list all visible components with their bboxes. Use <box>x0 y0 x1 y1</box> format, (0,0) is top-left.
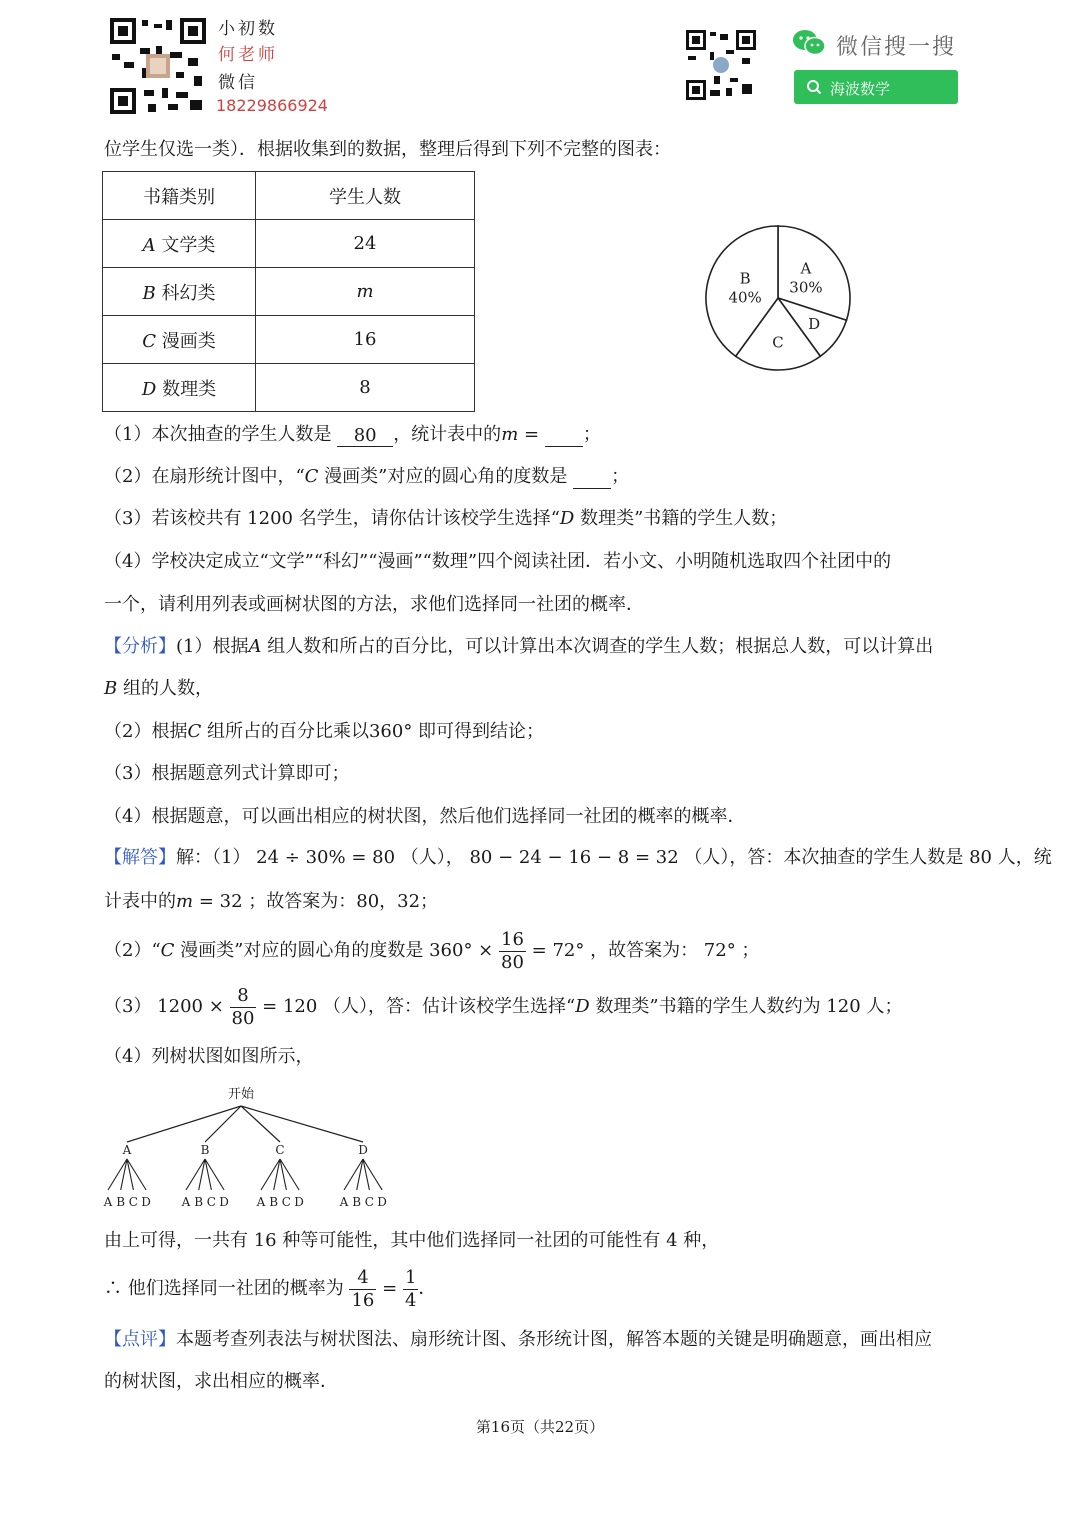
search-icon <box>806 79 822 95</box>
qr-code-icon <box>686 30 756 100</box>
fraction-numerator: 4 <box>349 1267 376 1290</box>
analysis-line1 <box>104 635 933 659</box>
tree-leaf-label: A <box>181 1195 191 1209</box>
table-row <box>103 364 475 412</box>
card-line2: 何老师 <box>218 45 278 65</box>
comment-text: 本题考查列表法与树状图法、扇形统计图、条形统计图，解答本题的关键是明确题意，画出相应 <box>176 1329 932 1350</box>
header-right-card <box>684 26 974 108</box>
tree-branch-line <box>127 1106 241 1142</box>
conclusion-equals: = <box>382 1278 398 1299</box>
question-1 <box>104 423 601 447</box>
comment-line1 <box>104 1328 932 1352</box>
table-cell-category <box>103 220 256 268</box>
page-footer: 第16页（共22页） <box>475 1418 605 1436</box>
tree-leaf-label: D <box>219 1195 229 1209</box>
wechat-search-title: 微信搜一搜 <box>836 35 957 60</box>
analysis-line4: （3）根据题意列式计算即可； <box>104 763 350 784</box>
analysis-tag: 【分析】 <box>104 636 176 657</box>
fraction-numerator: 8 <box>230 985 257 1008</box>
answer-text: 解：（1） 24 ÷ 30% = 80 （人）， 80 − 24 − 16 − 8 = 32 （人），答：本次抽查的学生人数是 80 人，统 <box>176 847 1052 868</box>
conclusion-text: ∴ 他们选择同一社团的概率为 <box>104 1278 344 1299</box>
category-letter: D <box>141 378 157 400</box>
tree-leaf-label: C <box>128 1195 138 1209</box>
q2-text-a: （2）在扇形统计图中，“ <box>104 466 305 487</box>
conclusion-line2 <box>104 1265 436 1313</box>
qr-code-icon <box>110 18 206 114</box>
tree-leaf-label: B <box>352 1195 362 1209</box>
fraction <box>230 985 257 1030</box>
table-cell-count: m <box>256 268 475 316</box>
category-name: 漫画类 <box>161 330 216 352</box>
card-line1: 小初数 <box>218 19 278 39</box>
pie-label-a: A <box>800 259 812 278</box>
fraction-denominator: 16 <box>351 1289 375 1311</box>
tree-leaf-label: C <box>364 1195 374 1209</box>
tree-leaf-label: D <box>141 1195 151 1209</box>
tree-diagram <box>100 1082 400 1216</box>
category-letter: A <box>142 234 156 256</box>
tree-leaf-label: C <box>281 1195 291 1209</box>
answer-text: 漫画类”对应的圆心角的度数是 360° × <box>180 940 494 961</box>
question-3 <box>104 507 787 531</box>
tree-branch-line <box>241 1106 363 1142</box>
category-name: 文学类 <box>161 234 216 256</box>
table-cell-category <box>103 364 256 412</box>
intro-text: 位学生仅选一类）．根据收集到的数据，整理后得到下列不完整的图表： <box>104 139 671 160</box>
answer-text: （2）“ <box>104 940 161 961</box>
table-cell-category <box>103 268 256 316</box>
answer-text: = 120 （人），答：估计该校学生选择“ <box>262 996 576 1017</box>
table-header-cell: 学生人数 <box>256 172 475 220</box>
header-left-card <box>108 14 328 118</box>
q3-text-b: 数理类”书籍的学生人数； <box>580 508 788 529</box>
fraction-denominator: 4 <box>404 1289 417 1311</box>
tree-leaf-label: B <box>194 1195 204 1209</box>
analysis-letter: B <box>104 678 118 699</box>
category-name: 数理类 <box>162 378 217 400</box>
tree-branch-label: B <box>200 1143 210 1157</box>
tree-leaf-label: C <box>206 1195 216 1209</box>
answer-letter: C <box>160 940 175 961</box>
table-row <box>103 316 475 364</box>
card-phone: 18229866924 <box>216 96 328 115</box>
tree-branch-label: C <box>275 1143 285 1157</box>
question-4-line2: 一个，请利用列表或画树状图的方法，求他们选择同一社团的概率． <box>104 594 644 615</box>
q1-answer-blank: 80 <box>337 424 393 447</box>
wechat-search-button[interactable] <box>794 70 958 104</box>
comment-tag: 【点评】 <box>104 1329 176 1350</box>
fraction <box>499 929 526 974</box>
fraction-denominator: 80 <box>501 951 524 973</box>
question-2 <box>104 465 629 489</box>
pie-label-d: D <box>808 315 821 334</box>
table-cell-count: 24 <box>256 220 475 268</box>
answer-letter: D <box>575 996 590 1017</box>
pie-label-c: C <box>772 333 784 352</box>
category-letter: C <box>142 330 157 352</box>
answer-text: （3） 1200 × <box>104 996 224 1017</box>
q2-text-b: 漫画类”对应的圆心角的度数是 <box>324 466 568 487</box>
analysis-text: （2）根据 <box>104 721 188 742</box>
analysis-letter: C <box>187 721 202 742</box>
q1-equals: = <box>524 424 540 445</box>
answer-line1 <box>104 846 1052 870</box>
conclusion-line1: 由上可得，一共有 16 种等可能性，其中他们选择同一社团的可能性有 4 种， <box>104 1230 720 1251</box>
table-header-row <box>103 172 475 220</box>
q1-text-a: （1）本次抽查的学生人数是 <box>104 424 332 445</box>
q1-text-d: ； <box>582 424 601 445</box>
q2-letter-c: C <box>304 466 319 487</box>
analysis-line5: （4）根据题意，可以画出相应的树状图，然后他们选择同一社团的概率的概率． <box>104 806 746 827</box>
q1-text-b: ，统计表中的 <box>393 424 502 445</box>
fraction-numerator: 16 <box>501 928 524 950</box>
table-header-cell: 书籍类别 <box>103 172 256 220</box>
table-cell-count: 16 <box>256 316 475 364</box>
tree-branch-label: A <box>122 1143 132 1157</box>
category-name: 科幻类 <box>161 282 216 304</box>
analysis-letter: A <box>248 636 262 657</box>
tree-leaf-label: D <box>294 1195 304 1209</box>
answer-text: = 72° ，故答案为： 72° ； <box>531 940 760 961</box>
answer-text: 计表中的 <box>104 891 176 912</box>
pie-percent-b: 40% <box>728 288 762 307</box>
fraction <box>349 1267 376 1312</box>
analysis-text: 组的人数， <box>122 678 213 699</box>
card-line3: 微信 <box>218 73 258 93</box>
answer-line5: （4）列树状图如图所示， <box>104 1046 314 1067</box>
tree-leaf-label: A <box>103 1195 113 1209</box>
analysis-text: 组所占的百分比乘以360° 即可得到结论； <box>206 721 545 742</box>
analysis-line3 <box>104 720 544 744</box>
q3-text-a: （3）若该校共有 1200 名学生，请你估计该校学生选择“ <box>104 508 560 529</box>
tree-leaf-label: A <box>256 1195 266 1209</box>
q1-m-blank <box>545 424 583 447</box>
q2-answer-blank <box>573 466 611 489</box>
question-4-line1: （4）学校决定成立“文学”“科幻”“漫画”“数理”四个阅读社团．若小文、小明随机选取四个社团中的 <box>104 551 892 572</box>
pie-chart <box>700 218 860 378</box>
q2-text-d: ； <box>611 466 630 487</box>
table-row <box>103 268 475 316</box>
table-cell-count: 8 <box>256 364 475 412</box>
data-table <box>102 171 475 412</box>
q1-variable-m: m <box>501 424 519 445</box>
analysis-line2 <box>104 677 213 701</box>
tree-root-label: 开始 <box>227 1087 255 1102</box>
pie-percent-a: 30% <box>789 278 823 297</box>
tree-branch-label: D <box>358 1143 368 1157</box>
tree-leaf-label: D <box>377 1195 387 1209</box>
comment-line2: 的树状图，求出相应的概率． <box>104 1371 338 1392</box>
table-row <box>103 220 475 268</box>
answer-line2 <box>104 890 438 914</box>
wechat-search-button-label: 海波数学 <box>830 80 891 98</box>
answer-variable-m: m <box>176 891 194 912</box>
q3-letter-d: D <box>559 508 575 529</box>
analysis-text: 组人数和所占的百分比，可以计算出本次调查的学生人数；根据总人数，可以计算出 <box>267 636 934 657</box>
pie-label-b: B <box>739 269 751 288</box>
table-cell-category <box>103 316 256 364</box>
wechat-icon <box>792 28 826 58</box>
conclusion-text: ． <box>418 1278 437 1299</box>
tree-leaf-label: B <box>116 1195 126 1209</box>
answer-line4 <box>104 983 902 1031</box>
tree-leaf-label: B <box>269 1195 279 1209</box>
fraction-denominator: 80 <box>231 1007 255 1029</box>
fraction <box>403 1267 418 1312</box>
tree-leaf-label: A <box>339 1195 349 1209</box>
answer-line3 <box>104 927 759 975</box>
answer-text: = 32 ；故答案为：80，32； <box>198 891 439 912</box>
analysis-text: (1）根据 <box>176 636 249 657</box>
answer-tag: 【解答】 <box>104 847 176 868</box>
fraction-numerator: 1 <box>404 1266 417 1288</box>
answer-text: 数理类”书籍的学生人数约为 120 人； <box>595 996 903 1017</box>
category-letter: B <box>142 282 156 304</box>
